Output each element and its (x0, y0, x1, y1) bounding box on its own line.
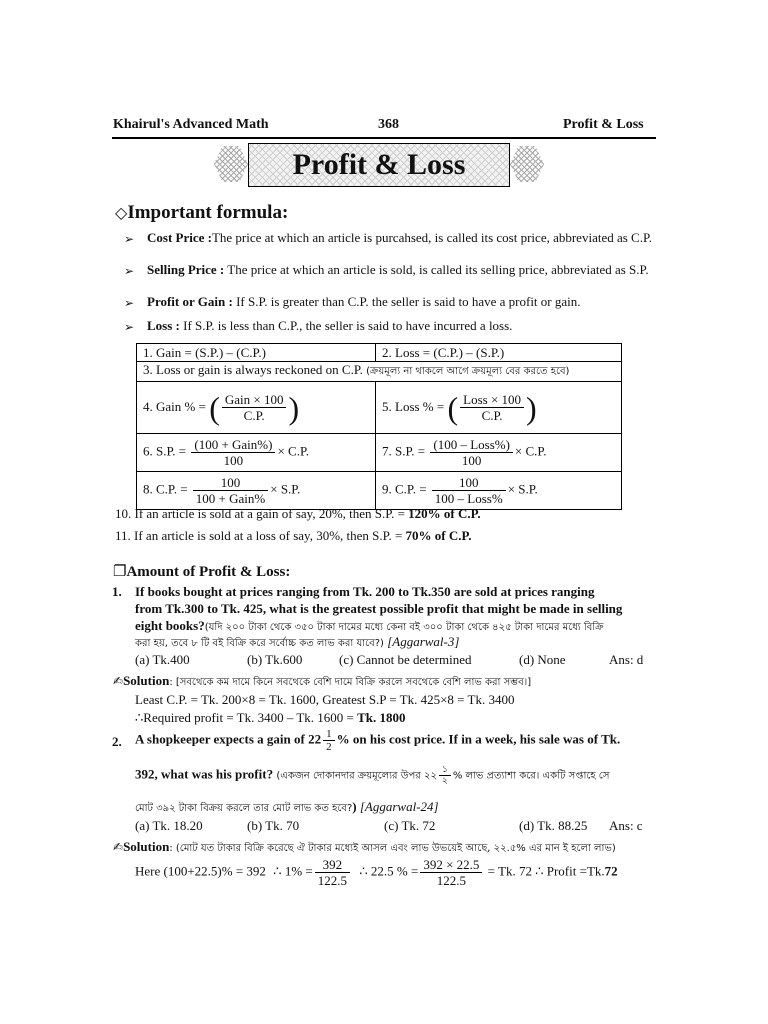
formula-gain: 1. Gain = (S.P.) – (C.P.) (137, 344, 376, 362)
header-book-title: Khairul's Advanced Math (113, 117, 269, 132)
q2-option-d: (d) Tk. 88.25 (519, 818, 588, 833)
q1-line2: from Tk.300 to Tk. 425, what is the greatest possible profit that might be made in selling (135, 601, 623, 616)
q1-line3: eight books?(যদি ২০০ টাকা থেকে ৩৫০ টাকা দামের মধ্যে কেনা বই ৩০০ টাকা থেকে ৪২৫ টাকা দামের মধ্যে বিক্রি (135, 618, 604, 633)
q1-number: 1. (112, 584, 122, 599)
pen-icon: ✍ (113, 840, 124, 854)
amount-heading-text: Amount of Profit & Loss: (126, 564, 291, 580)
q1-answer: Ans: d (609, 652, 644, 667)
formula-sp-loss: 7. S.P. = $\frac{\text{(100 – Loss\%)}}{100}$ × C.P. (376, 434, 622, 472)
important-formula-text: Important formula: (127, 202, 289, 223)
q1-solution: ✍Solution: [সবথেকে কম দামে কিনে সবথেকে বেশি দামে বিক্রি করলে সবথেকে বেশি লাভ করা সম্ভব।] (113, 673, 532, 688)
bullet-selling-price: Selling Price : The price at which an article is sold, is called its selling price, abbreviated as S.P. (147, 262, 649, 277)
formula-loss-percent: 5. Loss % = ( $\frac{\text{Loss × 100}}{C.P.}$ ) (376, 382, 622, 434)
q1-option-a: (a) Tk.400 (135, 652, 190, 667)
arrow-bullet-icon: ➢ (124, 296, 135, 310)
formula-sp-gain: 6. S.P. = $\frac{\text{(100 + Gain\%)}}{100}$ × C.P. (137, 434, 376, 472)
rule-11: 11. If an article is sold at a loss of say, 30%, then S.P. = 70% of C.P. (115, 528, 472, 543)
q2-number: 2. (112, 734, 122, 749)
formula-cp-loss: 9. C.P. = $\frac{100}{\text{100 – Loss\%}}$ × S.P. (376, 472, 622, 510)
page-title: Profit & Loss (248, 143, 510, 187)
bullet-cost-price: Cost Price :The price at which an article is purcahsed, is called its cost price, abbreviated as C.P. (147, 230, 653, 245)
header-chapter: Profit & Loss (563, 117, 644, 132)
rule-10: 10. If an article is sold at a gain of say, 20%, then S.P. = 120% of C.P. (115, 506, 481, 521)
q1-line4: করা হয়, তবে ৮ টি বই বিক্রি করে সর্বোচ্চ কত লাভ করা যাবে?) [Aggarwal-3] (135, 634, 460, 649)
arrow-bullet-icon: ➢ (124, 232, 135, 246)
q2-option-a: (a) Tk. 18.20 (135, 818, 203, 833)
page-number: 368 (378, 117, 399, 132)
q2-solution: ✍Solution: (মোট যত টাকার বিক্রি করেছে ঐ টাকার মধ্যেই আসল এবং লাভ উভয়েই আছে, ২২.৫% এর মান ই হলো লাভ) (113, 839, 616, 854)
diamond-icon: ◇ (115, 203, 128, 222)
therefore-icon: ∴ (355, 864, 368, 880)
q1-option-b: (b) Tk.600 (247, 652, 303, 667)
therefore-icon: ∴ (535, 864, 544, 880)
q1-solution-line1: Least C.P. = Tk. 200×8 = Tk. 1600, Greatest S.P = Tk. 425×8 = Tk. 3400 (135, 692, 515, 707)
q2-answer: Ans: c (609, 818, 643, 833)
therefore-icon: ∴ (269, 864, 282, 880)
q2-line3: মোট ৩৯২ টাকা বিক্রয় করলে তার মোট লাভ কত হবে?) [Aggarwal-24] (135, 799, 439, 814)
title-ornament-left (214, 146, 248, 182)
q1-solution-line2: ∴Required profit = Tk. 3400 – Tk. 1600 = Tk. 1800 (135, 710, 406, 726)
q2-line2: 392, what was his profit? (একজন দোকানদার ক্রয়মূল্যের উপর ২২ $\frac{১}{২}$ % লাভ প্রত্যাশা করে। একটি সপ্তাহে সে (135, 765, 610, 786)
title-ornament-right (510, 146, 544, 182)
q2-option-c: (c) Tk. 72 (384, 818, 436, 833)
amount-heading (113, 562, 290, 581)
formula-table (136, 343, 622, 510)
square-icon: ❐ (113, 562, 127, 580)
pen-icon: ✍ (113, 674, 124, 688)
header-rule (112, 137, 656, 139)
arrow-bullet-icon: ➢ (124, 320, 135, 334)
therefore-icon: ∴ (135, 711, 144, 726)
q2-line1: A shopkeeper expects a gain of 22 $\frac{1}{2}$ % on his cost price. If in a week, his sale was of Tk. (135, 728, 621, 753)
q1-option-d: (d) None (519, 652, 566, 667)
bullet-profit-gain: Profit or Gain : If S.P. is greater than C.P. the seller is said to have a profit or gain. (147, 294, 581, 309)
formula-loss: 2. Loss = (C.P.) – (S.P.) (376, 344, 622, 362)
formula-cp-gain: 8. C.P. = $\frac{100}{\text{100 + Gain\%}}$ × S.P. (137, 472, 376, 510)
q2-calculation: Here (100+22.5)% = 392 ∴ 1% = $\frac{392}{122.5}$ ∴ 22.5 % = $\frac{392 \times 22.5}{122.5}$ = Tk. 72 ∴ Profit =Tk.72 (135, 857, 618, 888)
q1-option-c: (c) Cannot be determined (339, 652, 472, 667)
important-formula-heading (115, 202, 288, 224)
bullet-loss: Loss : If S.P. is less than C.P., the seller is said to have incurred a loss. (147, 318, 513, 333)
q2-option-b: (b) Tk. 70 (247, 818, 300, 833)
formula-reckoned-on-cp: 3. Loss or gain is always reckoned on C.P. (ক্রয়মূল্য না থাকলে আগে ক্রয়মূল্য বের করতে হবে) (137, 362, 622, 382)
formula-gain-percent: 4. Gain % = ( $\frac{\text{Gain × 100}}{C.P.}$ ) (137, 382, 376, 434)
arrow-bullet-icon: ➢ (124, 264, 135, 278)
q1-line1: If books bought at prices ranging from Tk. 200 to Tk.350 are sold at prices ranging (135, 584, 595, 599)
